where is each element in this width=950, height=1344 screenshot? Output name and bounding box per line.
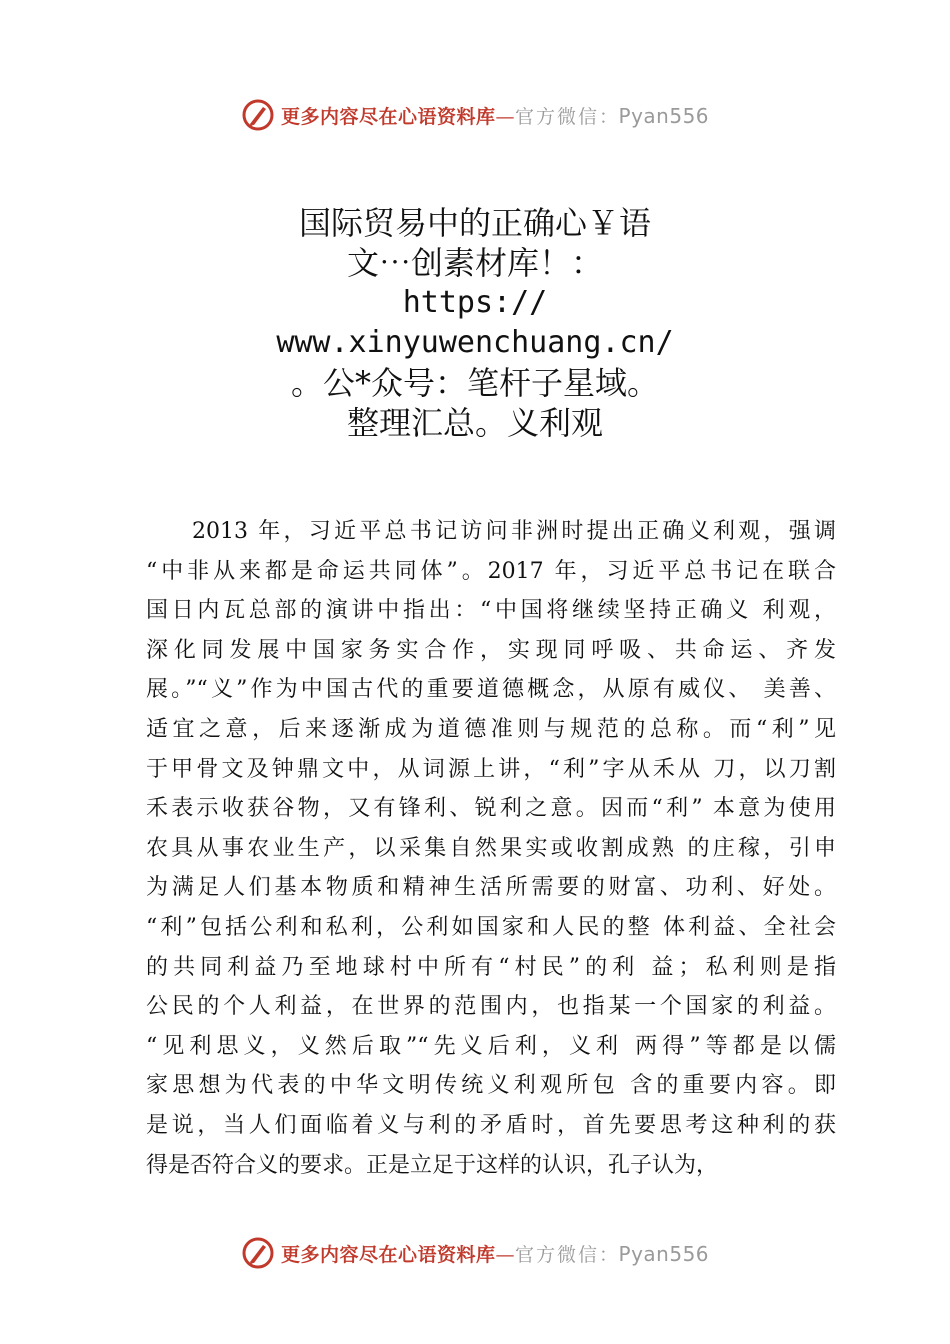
body-line: 适宜之意，后来逐渐成为道德准则与规范的总称。而“利”见 [146,716,836,742]
body-line: 深化同发展中国家务实合作，实现同呼吸、共命运、齐发 [146,637,836,663]
banner-text [281,1240,709,1267]
body-line: 得是否符合义的要求。正是立足于这样的认识，孔子认为， [146,1152,719,1178]
banner-slogan: 更多内容尽在心语资料库 [280,105,496,128]
banner-wechat-id: Pyan556 [618,1241,710,1266]
document-title [150,203,800,443]
banner-wechat-label: 官方微信 [514,105,599,128]
quill-seal-icon [241,98,275,132]
header-banner [0,95,950,135]
body-line: 为满足人们基本物质和精神生活所需要的财富、功利、好处。 [146,875,836,901]
title-line: 。公*众号：笔杆子星域。 [290,364,659,402]
body-line: “见利思义，义然后取”“先义后利，义利 两得”等都是以儒 [146,1033,836,1059]
body-line: 农具从事农业生产，以采集自然果实或收割成熟 的庄稼，引申 [146,835,836,861]
body-line: 公民的个人利益，在世界的范围内，也指某一个国家的利益。 [146,994,836,1020]
banner-dash: — [495,1243,515,1266]
title-url-line: https:// [402,285,548,320]
quill-seal-icon [241,1236,275,1270]
body-line: 是说，当人们面临着义与利的矛盾时，首先要思考这种利的获 [146,1112,836,1138]
title-line: 国际贸易中的正确心￥语 [298,204,651,242]
body-paragraph [146,512,836,1185]
body-line: 家思想为代表的中华文明传统义利观所包 含的重要内容。即 [146,1073,836,1099]
body-line: 禾表示收获谷物，又有锋利、锐利之意。因而“利” 本意为使用 [146,796,836,822]
title-line: 整理汇总。义利观 [346,404,603,442]
title-url-line: www.xinyuwenchuang.cn/ [276,325,674,360]
banner-colon: ： [599,105,619,128]
body-line: 于甲骨文及钟鼎文中，从词源上讲，“利”字从禾从 刀，以刀割 [146,756,836,782]
banner-text [281,102,709,129]
banner-dash: — [495,105,515,128]
body-line: “中非从来都是命运共同体”。2017 年，习近平总书记在联合 [146,558,836,584]
body-line: 展。”“义”作为中国古代的重要道德概念，从原有威仪、 美善、 [146,677,836,703]
banner-slogan: 更多内容尽在心语资料库 [280,1243,496,1266]
body-line: 的共同利益乃至地球村中所有“村民”的利 益；私利则是指 [146,954,836,980]
banner-wechat-label: 官方微信 [514,1243,599,1266]
body-line: “利”包括公利和私利，公利如国家和人民的整 体利益、全社会 [146,914,836,940]
body-line: 国日内瓦总部的演讲中指出：“中国将继续坚持正确义 利观， [146,598,836,624]
title-line: 文⋯创素材库！： [346,244,603,282]
banner-wechat-id: Pyan556 [618,103,710,128]
footer-banner [0,1233,950,1273]
banner-colon: ： [599,1243,619,1266]
body-line: 2013 年，习近平总书记访问非洲时提出正确义利观，强调 [192,519,836,544]
